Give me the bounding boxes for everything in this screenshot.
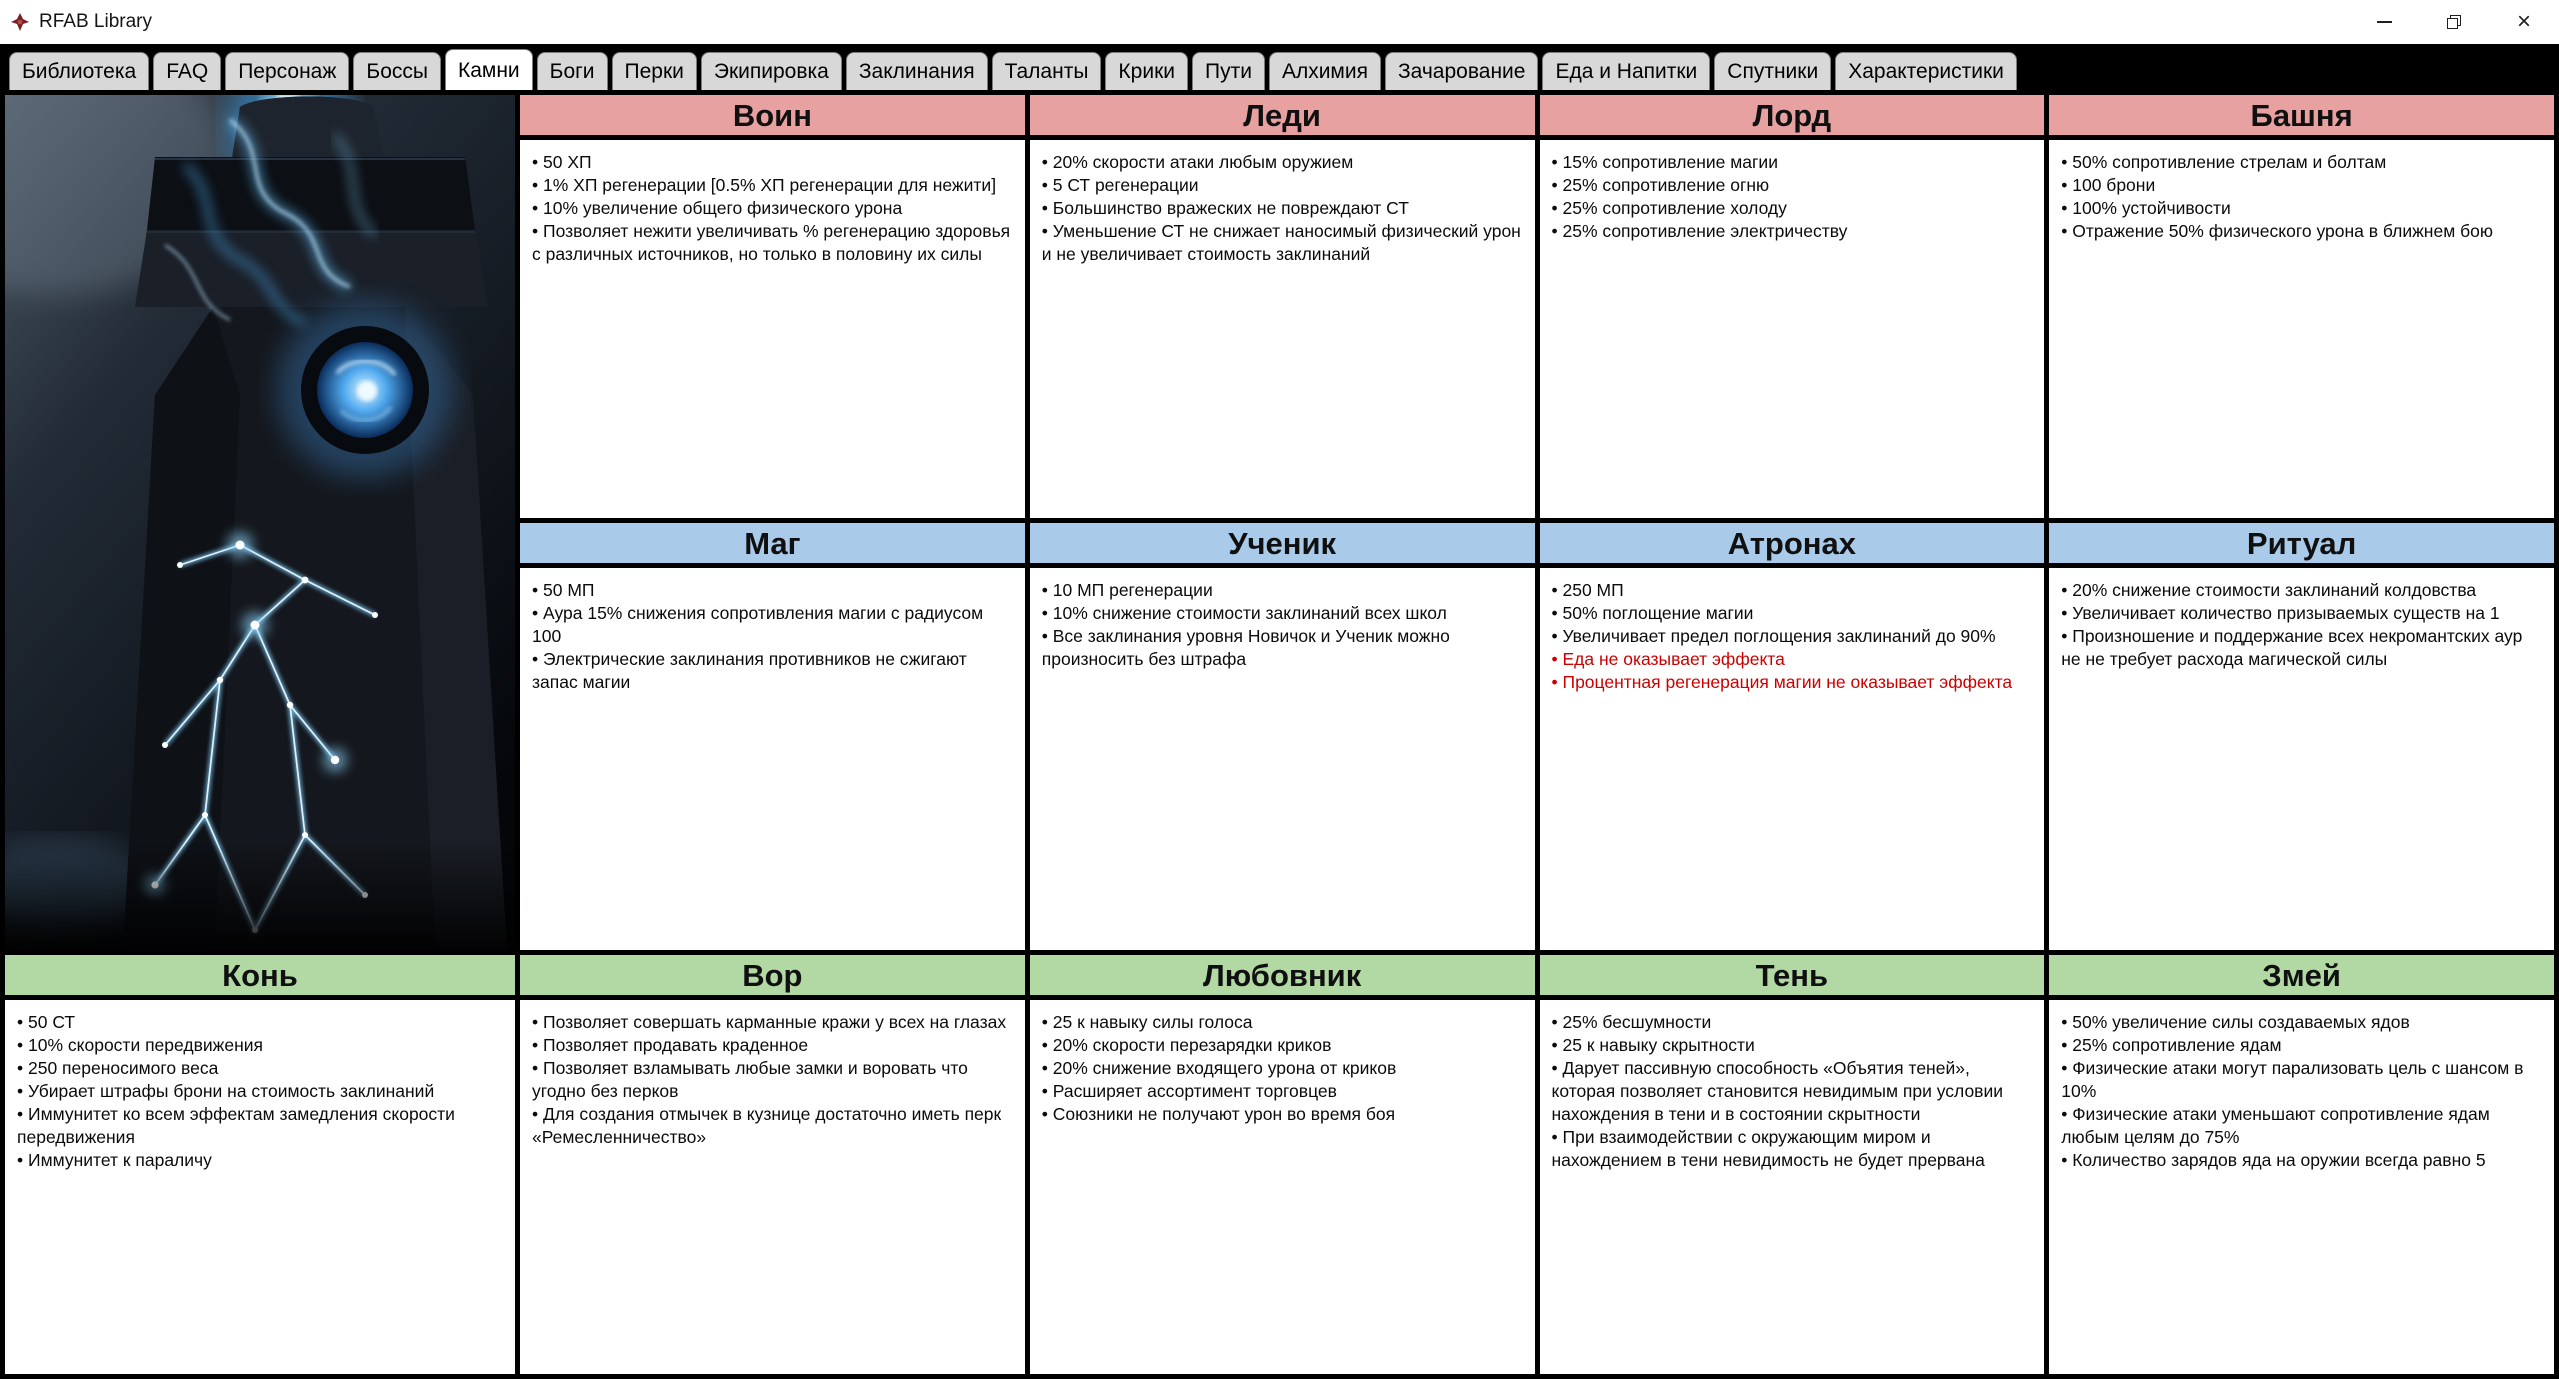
tab-character[interactable]: Персонаж	[225, 52, 349, 90]
card-serpent-title: Змей	[2049, 955, 2554, 1000]
bullet-item: • Союзники не получают урон во время боя	[1041, 1104, 1396, 1124]
card-ritual-title: Ритуал	[2049, 523, 2554, 568]
card-thief-body	[520, 1000, 1025, 1374]
bullet-item: • Еда не оказывает эффекта	[1551, 649, 1785, 669]
tab-gods[interactable]: Боги	[537, 52, 608, 90]
card-thief	[520, 955, 1025, 1374]
bullet-item: • Аура 15% снижения сопротивления магии с радиусом 100	[532, 603, 984, 646]
card-warrior-title: Воин	[520, 95, 1025, 140]
card-tower-body	[2049, 140, 2554, 518]
bullet-item: • 20% скорости перезарядки криков	[1041, 1035, 1332, 1055]
tab-paths[interactable]: Пути	[1192, 52, 1265, 90]
bullet-item: • 1% ХП регенерации [0.5% ХП регенерации для нежити]	[532, 175, 997, 195]
bullet-item: • Для создания отмычек в кузнице достаточно иметь перк «Ремесленничество»	[532, 1104, 1002, 1147]
window-title: RFAB Library	[39, 11, 152, 32]
tab-stones[interactable]: Камни	[445, 49, 533, 90]
bullet-item: • 25% сопротивление электричеству	[1551, 221, 1848, 241]
tab-attributes[interactable]: Характеристики	[1835, 52, 2017, 90]
bullet-item: • 25% бесшумности	[1551, 1012, 1712, 1032]
bullet-item: • Позволяет взламывать любые замки и воровать что угодно без перков	[532, 1058, 968, 1101]
card-apprentice-title: Ученик	[1030, 523, 1535, 568]
card-lover-title: Любовник	[1030, 955, 1535, 1000]
bullet-item: • Расширяет ассортимент торговцев	[1041, 1081, 1337, 1101]
card-ritual	[2049, 523, 2554, 950]
bullet-item: • При взаимодействии с окружающим миром и нахождением в тени невидимость не будет прервана	[1551, 1127, 1985, 1170]
card-mage-body	[520, 568, 1025, 950]
bullet-item: • Позволяет продавать краденное	[532, 1035, 809, 1055]
card-apprentice	[1030, 523, 1535, 950]
card-lady-title: Леди	[1030, 95, 1535, 140]
card-apprentice-body	[1030, 568, 1535, 950]
standing-stone-image	[5, 95, 515, 950]
card-mage	[520, 523, 1025, 950]
bullet-item: • Дарует пассивную способность «Объятия теней», которая позволяет становится невидимым при условии нахождения в тени и в состоянии скрытности	[1551, 1058, 2004, 1124]
card-atronach	[1540, 523, 2045, 950]
card-tower-title: Башня	[2049, 95, 2554, 140]
close-icon: ×	[2516, 8, 2531, 35]
tab-equipment[interactable]: Экипировка	[701, 52, 842, 90]
card-serpent-body	[2049, 1000, 2554, 1374]
card-mage-title: Маг	[520, 523, 1025, 568]
tab-alchemy[interactable]: Алхимия	[1269, 52, 1381, 90]
bullet-item: • Процентная регенерация магии не оказывает эффекта	[1551, 672, 2013, 692]
bullet-item: • 20% скорости атаки любым оружием	[1041, 152, 1354, 172]
card-steed-title: Конь	[5, 955, 515, 1000]
bullet-item: • 5 СТ регенерации	[1041, 175, 1199, 195]
bullet-item: • 10% увеличение общего физического урона	[532, 198, 903, 218]
close-button[interactable]	[2489, 0, 2559, 44]
bullet-item: • 25% сопротивление огню	[1551, 175, 1770, 195]
bullet-item: • 50% сопротивление стрелам и болтам	[2061, 152, 2387, 172]
card-lord-title: Лорд	[1540, 95, 2045, 140]
bullet-item: • 20% снижение стоимости заклинаний колдовства	[2061, 580, 2477, 600]
tab-food-drinks[interactable]: Еда и Напитки	[1542, 52, 1710, 90]
window-controls	[2349, 0, 2559, 44]
bullet-item: • 20% снижение входящего урона от криков	[1041, 1058, 1397, 1078]
card-lord	[1540, 95, 2045, 518]
bullet-item: • 10% снижение стоимости заклинаний всех школ	[1041, 603, 1447, 623]
bullet-item: • Электрические заклинания противников не сжигают запас магии	[532, 649, 967, 692]
tab-enchanting[interactable]: Зачарование	[1385, 52, 1539, 90]
bullet-item: • Позволяет нежити увеличивать % регенерацию здоровья с различных источников, но только в половину их силы	[532, 221, 1011, 264]
card-steed	[5, 955, 515, 1374]
bullet-item: • 25 к навыку силы голоса	[1041, 1012, 1253, 1032]
standing-stone-art	[5, 95, 515, 950]
tab-spells[interactable]: Заклинания	[846, 52, 988, 90]
card-tower	[2049, 95, 2554, 518]
bullet-item: • Физические атаки могут парализовать цель с шансом в 10%	[2061, 1058, 2524, 1101]
card-warrior-body	[520, 140, 1025, 518]
bullet-item: • 25% сопротивление ядам	[2061, 1035, 2282, 1055]
tab-talents[interactable]: Таланты	[992, 52, 1102, 90]
tab-companions[interactable]: Спутники	[1714, 52, 1831, 90]
card-lover	[1030, 955, 1535, 1374]
card-thief-title: Вор	[520, 955, 1025, 1000]
bullet-item: • 250 переносимого веса	[17, 1058, 219, 1078]
bullet-item: • 25 к навыку скрытности	[1551, 1035, 1755, 1055]
bullet-item: • Большинство вражеских не повреждают СТ	[1041, 198, 1409, 218]
card-atronach-body	[1540, 568, 2045, 950]
tab-bar	[0, 44, 2559, 90]
bullet-item: • Увеличивает количество призываемых существ на 1	[2061, 603, 2500, 623]
app-icon	[10, 12, 30, 32]
bullet-item: • 50 СТ	[17, 1012, 76, 1032]
tab-library[interactable]: Библиотека	[9, 52, 149, 90]
bullet-item: • 50% увеличение силы создаваемых ядов	[2061, 1012, 2410, 1032]
tab-shouts[interactable]: Крики	[1105, 52, 1188, 90]
stones-grid	[0, 90, 2559, 1379]
title-bar	[0, 0, 2559, 44]
bullet-item: • Отражение 50% физического урона в ближнем бою	[2061, 221, 2493, 241]
card-serpent	[2049, 955, 2554, 1374]
bullet-item: • Увеличивает предел поглощения заклинаний до 90%	[1551, 626, 1996, 646]
bullet-item: • 15% сопротивление магии	[1551, 152, 1778, 172]
bullet-item: • Уменьшение СТ не снижает наносимый физический урон и не увеличивает стоимость заклинаний	[1041, 221, 1521, 264]
bullet-item: • Позволяет совершать карманные кражи у всех на глазах	[532, 1012, 1007, 1032]
bullet-item: • Произношение и поддержание всех некромантских аур не не требует расхода магической силы	[2061, 626, 2523, 669]
bullet-item: • Физические атаки уменьшают сопротивление ядам любым целям до 75%	[2061, 1104, 2490, 1147]
minimize-button[interactable]	[2349, 0, 2419, 44]
card-lady-body	[1030, 140, 1535, 518]
bullet-item: • Иммунитет к параличу	[17, 1150, 212, 1170]
bullet-item: • Иммунитет ко всем эффектам замедления скорости передвижения	[17, 1104, 455, 1147]
bullet-item: • 250 МП	[1551, 580, 1624, 600]
card-shadow-body	[1540, 1000, 2045, 1374]
bullet-item: • 50 МП	[532, 580, 595, 600]
bullet-item: • 100 брони	[2061, 175, 2156, 195]
bullet-item: • Убирает штрафы брони на стоимость заклинаний	[17, 1081, 435, 1101]
tab-faq[interactable]: FAQ	[153, 52, 221, 90]
card-steed-body	[5, 1000, 515, 1374]
bullet-item: • 50% поглощение магии	[1551, 603, 1754, 623]
bullet-item: • 25% сопротивление холоду	[1551, 198, 1787, 218]
card-shadow	[1540, 955, 2045, 1374]
card-lady	[1030, 95, 1535, 518]
restore-button[interactable]	[2419, 0, 2489, 44]
card-lover-body	[1030, 1000, 1535, 1374]
card-shadow-title: Тень	[1540, 955, 2045, 1000]
card-ritual-body	[2049, 568, 2554, 950]
tab-perks[interactable]: Перки	[612, 52, 697, 90]
minimize-icon	[2377, 21, 2392, 23]
bullet-item: • Все заклинания уровня Новичок и Ученик можно произносить без штрафа	[1041, 626, 1450, 669]
bullet-item: • 100% устойчивости	[2061, 198, 2231, 218]
card-warrior	[520, 95, 1025, 518]
card-atronach-title: Атронах	[1540, 523, 2045, 568]
bullet-item: • 50 ХП	[532, 152, 592, 172]
tab-bosses[interactable]: Боссы	[353, 52, 441, 90]
bullet-item: • 10% скорости передвижения	[17, 1035, 264, 1055]
bullet-item: • 10 МП регенерации	[1041, 580, 1213, 600]
card-lord-body	[1540, 140, 2045, 518]
restore-icon	[2447, 15, 2461, 29]
bullet-item: • Количество зарядов яда на оружии всегда равно 5	[2061, 1150, 2486, 1170]
